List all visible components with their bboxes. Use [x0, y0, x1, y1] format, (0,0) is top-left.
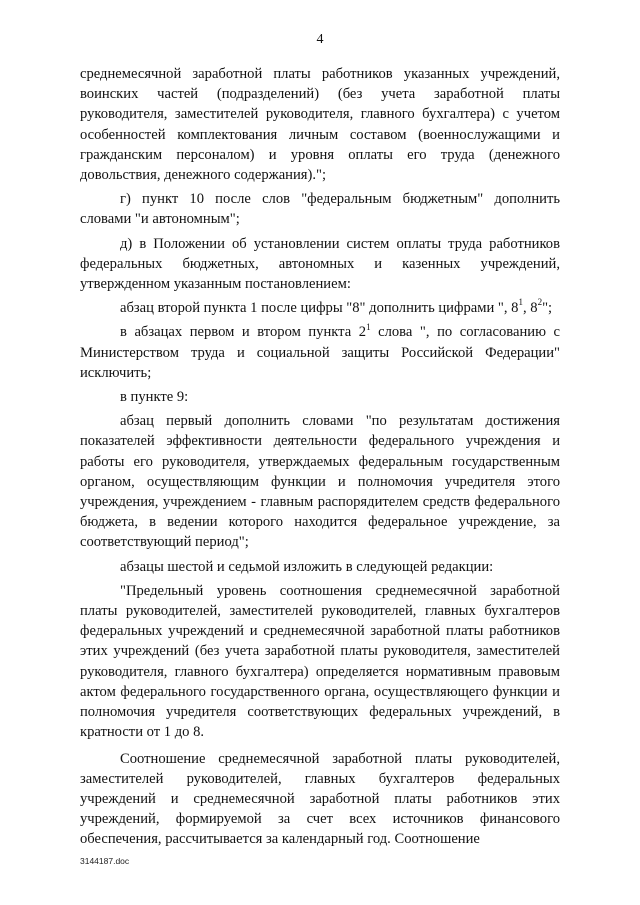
- superscript-mark: 1: [518, 297, 523, 308]
- page-number: 4: [316, 32, 324, 47]
- paragraph-point-9-intro: в пункте 9:: [120, 389, 189, 406]
- paragraph-text: в абзацах первом и втором пункта 2: [120, 324, 367, 341]
- paragraph-limit-ratio: "Предельный уровень соотношения среднемесячной заработной платы руководителей, заместителей руководителей, главных бухгалтеров федеральных учреждений и среднемесячной заработной платы работников этих учреждений (без учета заработной платы руководителя, заместителей руководителя, главного бухгалтера) определяется нормативным правовым актом федерального государственного органа, осуществляющего функции и полномочия учредителя соответствующих федеральных учреждений, в кратности от 1 до 8.: [80, 582, 560, 741]
- paragraph-text: слова ", по согласованию с Министерством труда и социальной защиты Российской Федерации" исключить;: [80, 324, 561, 381]
- document-file-code: 3144187.doc: [80, 856, 130, 866]
- paragraph-item-g: г) пункт 10 после слов "федеральным бюджетным" дополнить словами "и автономным";: [80, 191, 560, 228]
- paragraph-text: ";: [542, 300, 553, 317]
- paragraph-new-wording-intro: абзацы шестой и седьмой изложить в следующей редакции:: [120, 558, 494, 575]
- superscript-mark: 1: [366, 321, 371, 332]
- paragraph-item-d: д) в Положении об установлении систем оплаты труда работников федеральных бюджетных, автономных и казенных учреждений, утвержденном указанным постановлением:: [80, 235, 560, 293]
- paragraph-point-1-amendment: [80, 298, 560, 318]
- document-body: [80, 64, 560, 850]
- paragraph-text: , 8: [522, 300, 538, 317]
- paragraph-point-2-amendment: [80, 322, 560, 383]
- paragraph-first-abzac-addition: абзац первый дополнить словами "по результатам достижения показателей эффективности деятельности федерального учреждения и работы его руководителя, утверждаемых федеральным государственным органом, осуществляющим функции и полномочия учредителя этого учреждения, учреждением - главным распорядителем средств федерального бюджета, в ведении которого находится федеральное учреждение, за соответствующий период";: [80, 413, 560, 551]
- superscript-mark: 2: [537, 297, 543, 308]
- paragraph-wage-clause-continuation: среднемесячной заработной платы работников указанных учреждений, воинских частей (подразделений) (без учета заработной платы руководителя, заместителей руководителя, главного бухгалтера) с учетом особенностей комплектования личным составом (военнослужащими и гражданским персоналом) и уровня оплаты его труда (денежного довольствия, денежного содержания).";: [80, 66, 560, 184]
- paragraph-ratio-calculation: Соотношение среднемесячной заработной платы руководителей, заместителей руководителей, главных бухгалтеров федеральных учреждений и среднемесячной заработной платы работников этих учреждений, формируемой за счет всех источников финансового обеспечения, рассчитывается за календарный год. Соотношение: [80, 750, 560, 848]
- paragraph-text: абзац второй пункта 1 после цифры "8" дополнить цифрами ", 8: [120, 300, 519, 317]
